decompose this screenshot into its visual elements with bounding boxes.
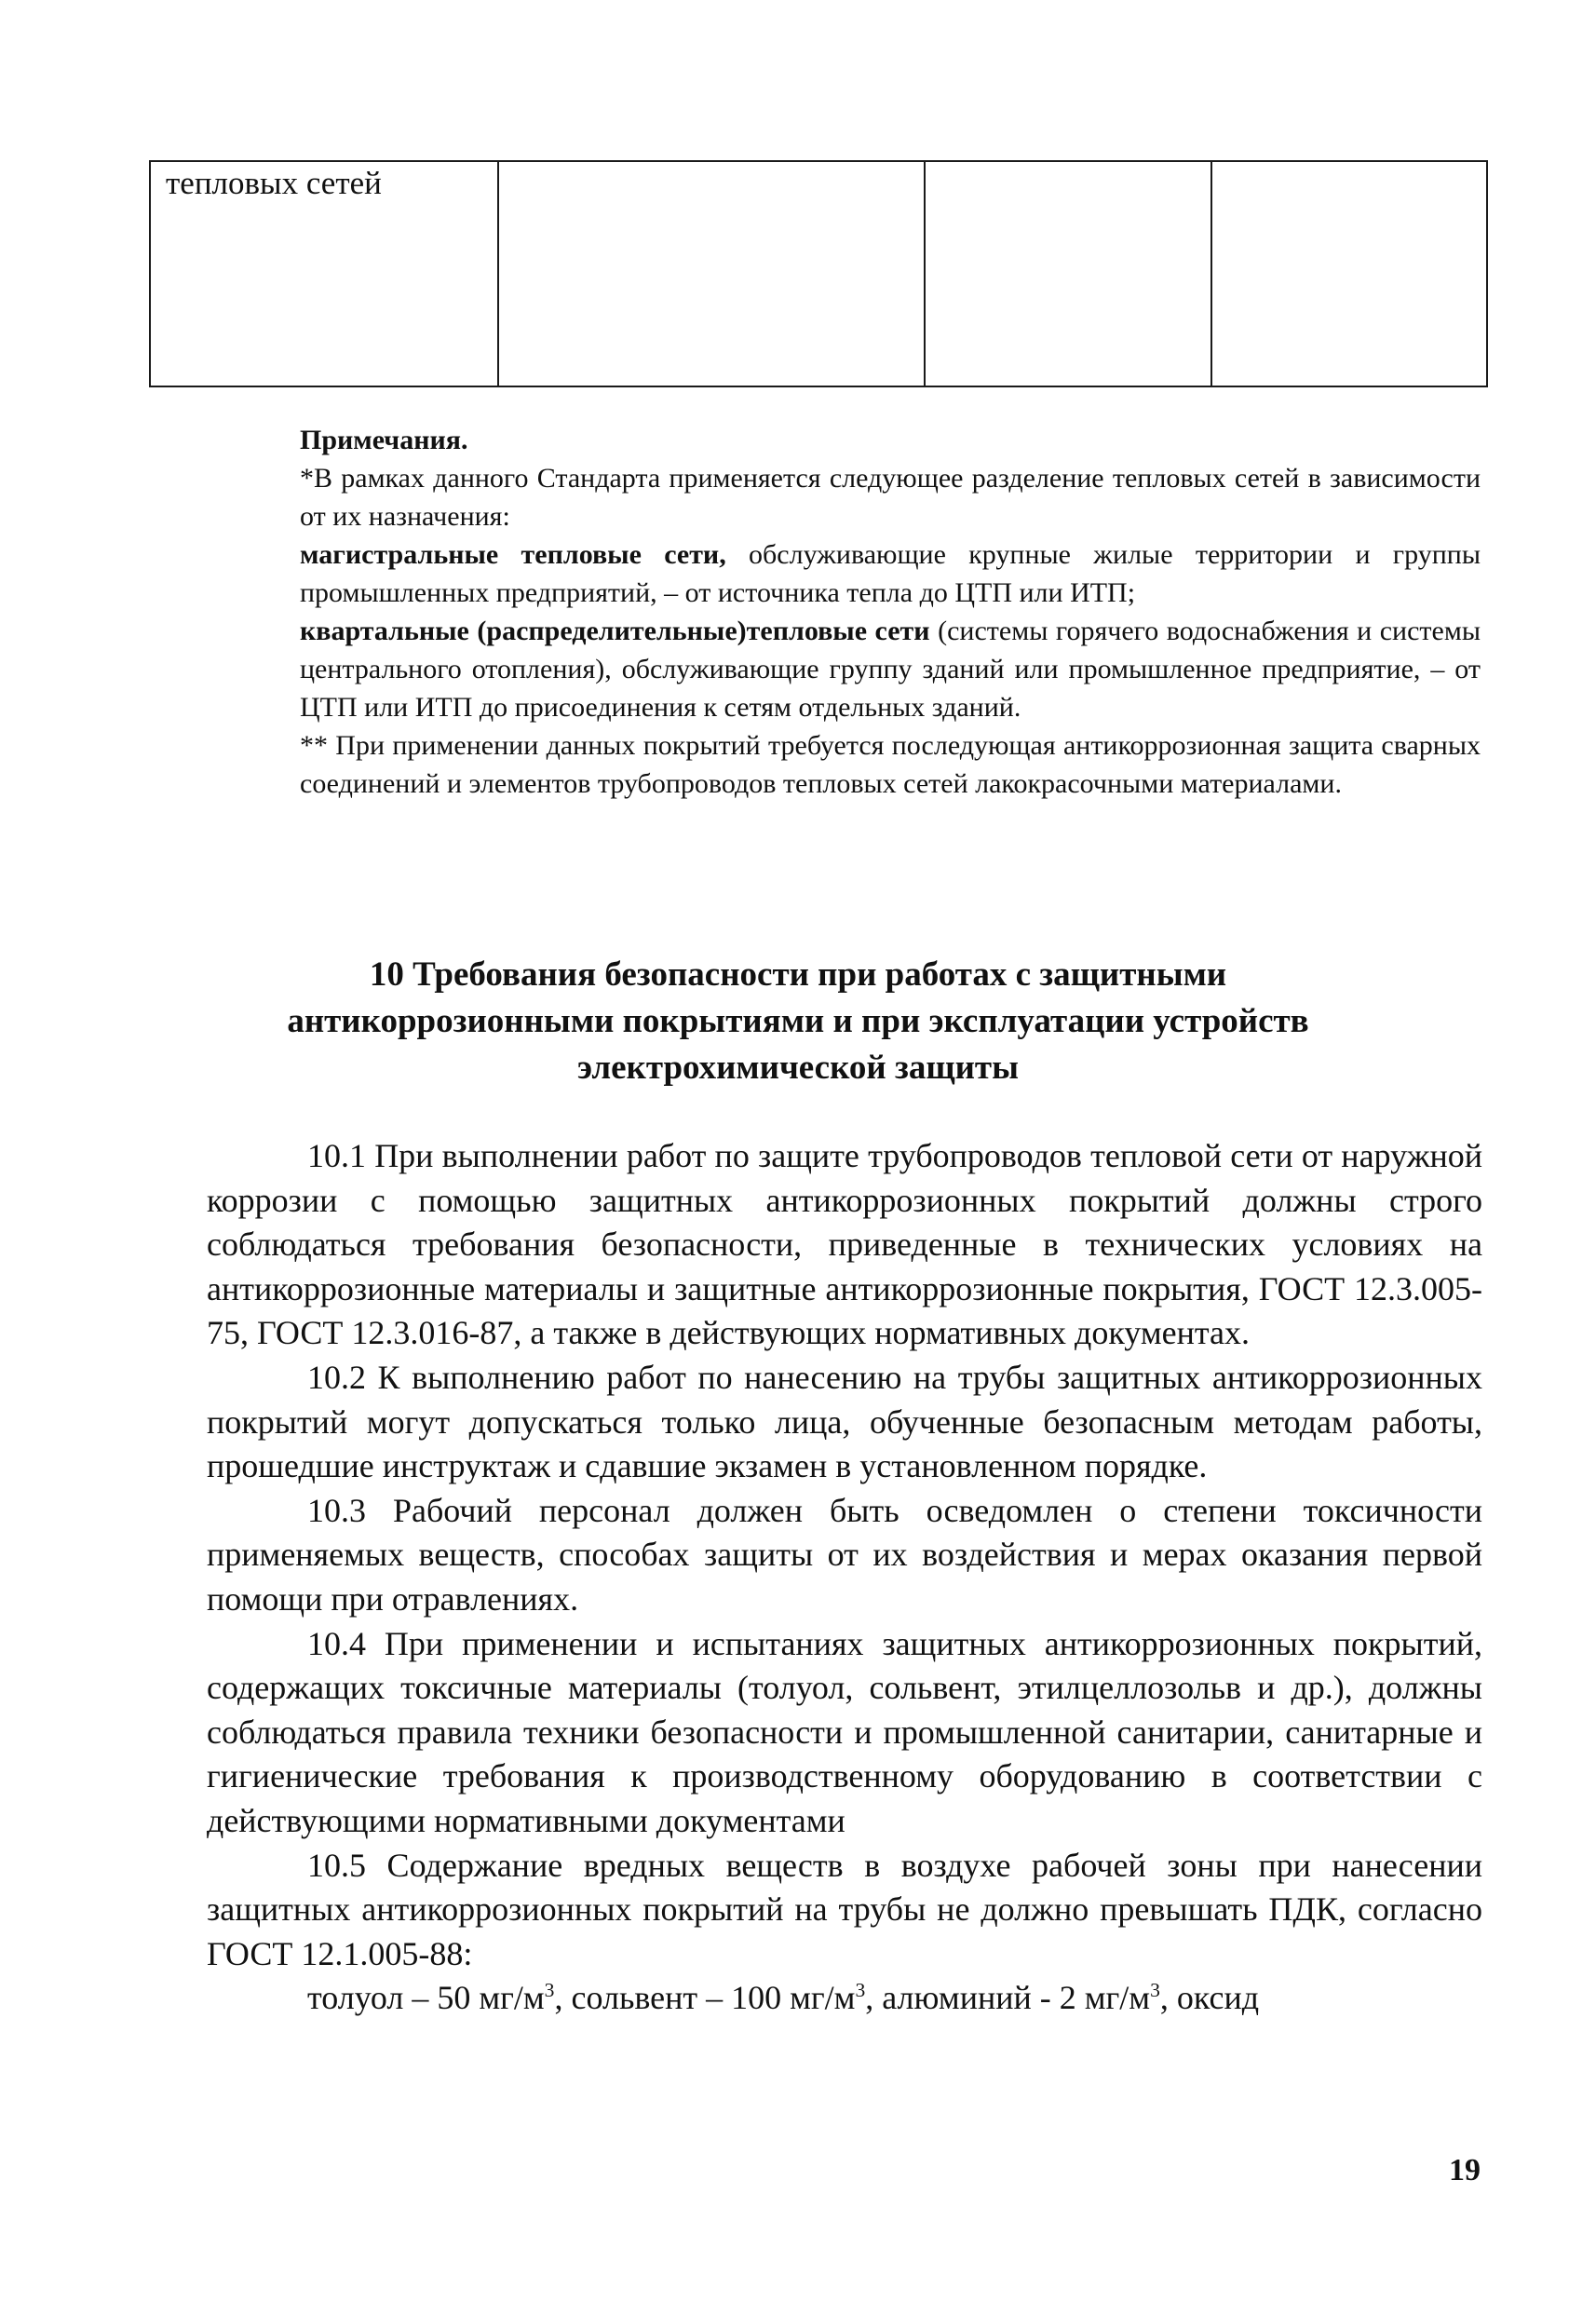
paragraph-10-5: 10.5 Содержание вредных веществ в воздухе рабочей зоны при нанесении защитных антикоррозионных покрытий на трубы не должно превышать ПДК, согласно ГОСТ 12.1.005-88: bbox=[207, 1846, 1482, 1972]
table-cell-empty bbox=[925, 161, 1211, 386]
paragraph-10-2: 10.2 К выполнению работ по нанесению на трубы защитных антикоррозионных покрытий могут допускаться только лица, обученные безопасным методам работы, прошедшие инструктаж и сдавшие экзамен в установленном порядке. bbox=[207, 1358, 1482, 1485]
page-number: 19 bbox=[1449, 2153, 1481, 2187]
quarter-networks-text: (системы горячего водоснабжения и системы центрального отопления), обслуживающие группу зданий или промышленное предприятие, – от ЦТП или ИТП до присоединения к сетям отдельных зданий. bbox=[300, 616, 1481, 723]
limit-oxide: , оксид bbox=[1159, 1979, 1260, 2017]
table-fragment bbox=[149, 160, 1488, 387]
paragraph-10-1: 10.1 При выполнении работ по защите трубопроводов тепловой сети от наружной коррозии с помощью защитных антикоррозионных покрытий должны строго соблюдаться требования безопасности, приведенные в технических условиях на антикоррозионные материалы и защитные антикоррозионные покрытия, ГОСТ 12.3.005-75, ГОСТ 12.3.016-87, а также в действующих нормативных документах. bbox=[207, 1137, 1482, 1352]
table-cell: тепловых сетей bbox=[150, 161, 498, 386]
heading-line: 10 Требования безопасности при работах с защитными bbox=[369, 955, 1227, 994]
note-2: ** При применении данных покрытий требуется последующая антикоррозионная защита сварных соединений и элементов трубопроводов тепловых сетей лакокрасочными материалами. bbox=[300, 730, 1481, 799]
table-cell-empty bbox=[498, 161, 925, 386]
table-cell-empty bbox=[1211, 161, 1487, 386]
section-body bbox=[207, 1134, 1482, 2021]
notes-block bbox=[300, 421, 1481, 803]
limit-solvent: , сольвент – 100 мг/м bbox=[554, 1979, 856, 2017]
paragraph-10-4: 10.4 При применении и испытаниях защитных антикоррозионных покрытий, содержащих токсичные материалы (толуол, сольвент, этилцеллозольв и др.), должны соблюдаться правила техники безопасности и промышленной санитарии, санитарные и гигиенические требования к производственному оборудованию в соответствии с действующими нормативными документами bbox=[207, 1624, 1482, 1839]
exposure-limits bbox=[207, 1976, 1482, 2021]
main-networks-term: магистральные тепловые сети, bbox=[300, 539, 726, 570]
limit-aluminium: , алюминий - 2 мг/м bbox=[865, 1979, 1151, 2017]
limit-toluene: толуол – 50 мг/м bbox=[307, 1979, 545, 2017]
note-1-intro: *В рамках данного Стандарта применяется следующее разделение тепловых сетей в зависимости от их назначения: bbox=[300, 463, 1481, 532]
main-networks-text: обслуживающие крупные жилые территории и группы промышленных предприятий, – от источника тепла до ЦТП или ИТП; bbox=[300, 539, 1481, 608]
superscript: 3 bbox=[1150, 1979, 1160, 2002]
note-1-quarter-networks bbox=[300, 612, 1481, 726]
paragraph-10-3: 10.3 Рабочий персонал должен быть осведомлен о степени токсичности применяемых веществ, способах защиты от их воздействия и мерах оказания первой помощи при отравлениях. bbox=[207, 1491, 1482, 1618]
heading-line: антикоррозионными покрытиями и при эксплуатации устройств bbox=[287, 1002, 1309, 1040]
section-heading bbox=[186, 952, 1410, 1091]
superscript: 3 bbox=[544, 1979, 555, 2002]
notes-title: Примечания. bbox=[300, 425, 468, 455]
superscript: 3 bbox=[855, 1979, 866, 2002]
note-1-main-networks bbox=[300, 535, 1481, 612]
quarter-networks-term: квартальные (распределительные)тепловые сети bbox=[300, 616, 930, 646]
heading-line: электрохимической защиты bbox=[577, 1049, 1019, 1087]
table-row bbox=[150, 161, 1487, 386]
